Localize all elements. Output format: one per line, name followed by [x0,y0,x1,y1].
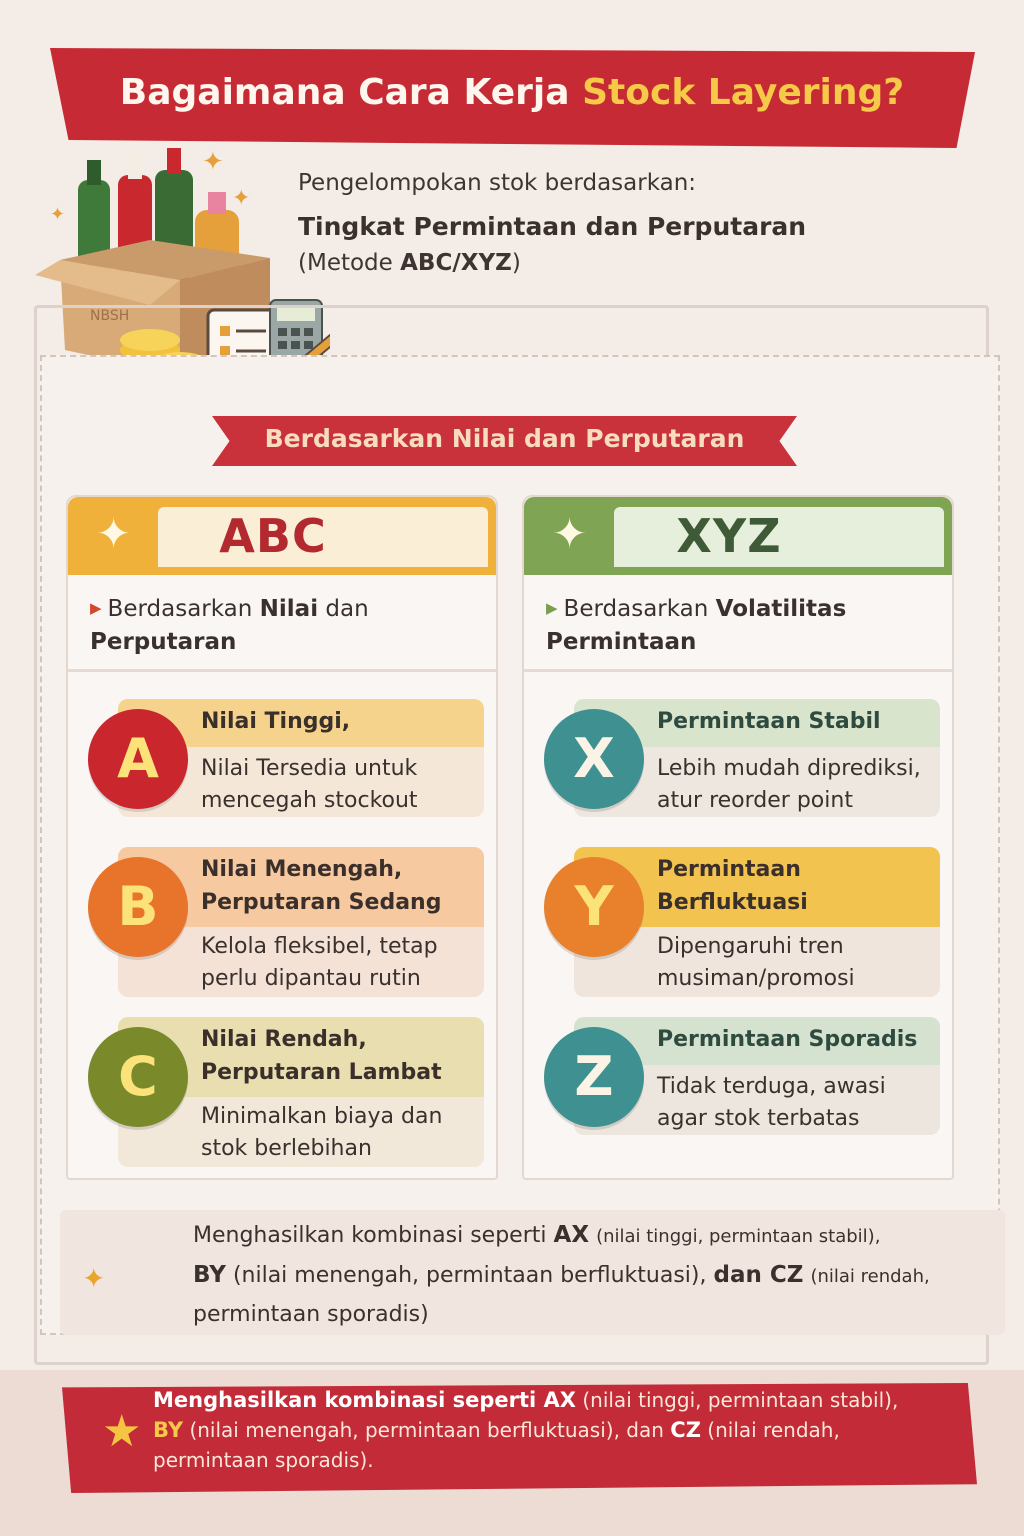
item-desc: Tidak terduga, awasi agar stok terbatas [657,1074,886,1131]
star-icon: ★ [102,1406,142,1457]
abc-description: ▶ Berdasarkan Nilai dan Perputaran [90,596,369,655]
item-desc: Dipengaruhi tren musiman/promosi [657,934,855,991]
item-desc: Minimalkan biaya dan stok berlebihan [201,1104,443,1161]
xyz-item-z [544,1017,940,1135]
title-highlight: Stock Layering? [582,72,905,113]
abc-item-b [88,847,484,991]
svg-text:NBSH: NBSH [90,308,130,324]
section-title: Berdasarkan Nilai dan Perputaran [264,424,745,453]
svg-text:✦: ✦ [50,204,66,225]
combination-text: Menghasilkan kombinasi seperti AX (nilai tinggi, permintaan stabil), BY (nilai menengah, permintaan berfluktuasi), dan CZ (nilai rendah, permintaan sporadis) [193,1222,930,1327]
intro-subtitle: Pengelompokan stok berdasarkan: [298,170,697,196]
letter-c-badge: C [88,1027,188,1127]
svg-text:✦: ✦ [202,147,224,177]
abc-column [66,495,498,1180]
item-title: Nilai Menengah, Perputaran Sedang [201,857,442,915]
item-title: Permintaan Berfluktuasi [657,857,808,915]
svg-text:✦: ✦ [232,186,251,211]
item-desc: Kelola fleksibel, tetap perlu dipantau rutin [201,934,438,991]
letter-a-badge: A [88,709,188,809]
letter-x-badge: X [544,709,644,809]
xyz-heading: XYZ [676,509,782,563]
intro-method: (Metode ABC/XYZ) [298,250,521,276]
xyz-column [522,495,954,1180]
abc-item-a [88,699,484,817]
letter-z-badge: Z [544,1027,644,1127]
item-title: Nilai Rendah, Perputaran Lambat [201,1027,442,1085]
abc-item-c [88,1017,484,1161]
xyz-description: ▶ Berdasarkan Volatilitas Permintaan [546,596,847,655]
xyz-item-y [544,847,940,991]
sparkle-icon: ✦ [552,509,588,558]
sparkle-icon: ✦ [82,1262,106,1295]
page-title: Bagaimana Cara Kerja Stock Layering? [119,72,905,113]
intro-heading: Tingkat Permintaan dan Perputaran [298,212,807,241]
item-desc: Nilai Tersedia untuk mencegah stockout [201,756,418,813]
item-title: Permintaan Stabil [657,709,881,734]
letter-b-badge: B [88,857,188,957]
abc-heading: ABC [219,509,327,563]
item-title: Permintaan Sporadis [657,1027,918,1052]
item-title: Nilai Tinggi, [201,709,351,734]
bottom-summary: Menghasilkan kombinasi seperti AX (nilai tinggi, permintaan stabil), BY (nilai menengah, permintaan berfluktuasi), dan CZ (nilai rendah, permintaan sporadis). [153,1388,899,1472]
sparkle-icon: ✦ [96,509,132,558]
xyz-item-x [544,699,940,817]
item-desc: Lebih mudah diprediksi, atur reorder point [657,756,921,813]
letter-y-badge: Y [544,857,644,957]
